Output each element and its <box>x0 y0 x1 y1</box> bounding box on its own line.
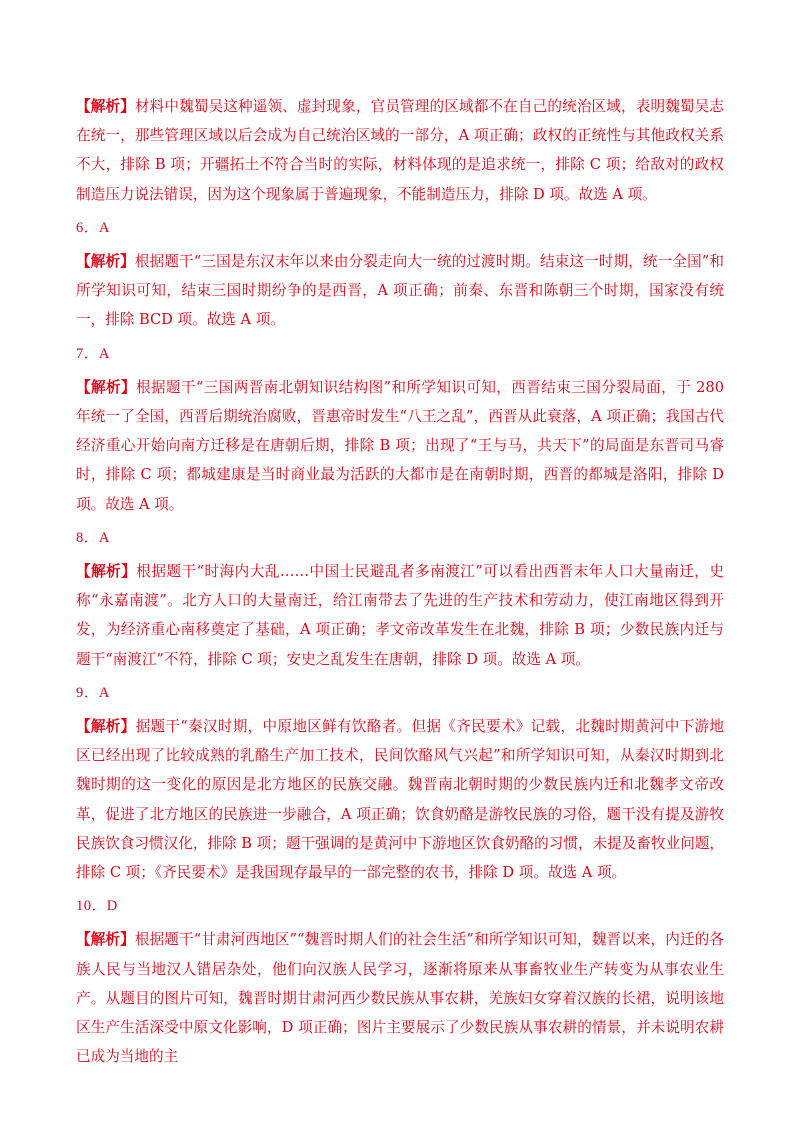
analysis-text: 根据题干“甘肃河西地区”“魏晋时期人们的社会生活”和所学知识可知，魏晋以来，内迁的各族人民与当地汉人错居杂处，他们向汉族人民学习，逐渐将原来从事畜牧业生产转变为从事农业生产。从题目的图片可知，魏晋时期甘肃河西少数民族从事农耕，羌族妇女穿着汉族的长裙，说明该地区生产生活深受中原文化影响，D 项正确；图片主要展示了少数民族从事农耕的情景，并未说明农耕已成为当地的主 <box>76 931 724 1066</box>
analysis-item-7 <box>76 373 724 519</box>
answer-label-9: 9．A <box>76 684 110 701</box>
analysis-text: 材料中魏蜀吴这种遥领、虚封现象，官员管理的区域都不在自己的统治区域，表明魏蜀吴志在统一，那些管理区域以后会成为自己统治区域的一部分，A 项正确；政权的正统性与其他政权关系不大，排除 B 项；开疆拓土不符合当时的实际，材料体现的是追求统一，排除 C 项；给敌对的政权制造压力说法错误，因为这个现象属于普遍现象，不能制造压力，排除 D 项。故选 A 项。 <box>76 98 724 203</box>
analysis-item-5 <box>76 92 724 209</box>
analysis-text: 根据题干“三国两晋南北朝知识结构图”和所学知识可知，西晋结束三国分裂局面，于 280 年统一了全国，西晋后期统治腐败，晋惠帝时发生“八王之乱”，西晋从此衰落，A 项正确；我国古代经济重心开始向南方迁移是在唐朝后期，排除 B 项；出现了“王与马，共天下”的局面是东晋司马睿时，排除 C 项；都城建康是当时商业最为活跃的大都市是在南朝时期，西晋的都城是洛阳，排除 D 项。故选 A 项。 <box>76 378 724 513</box>
answer-label-6: 6．A <box>76 219 110 236</box>
analysis-item-8 <box>76 557 724 674</box>
answer-label-7: 7．A <box>76 345 110 362</box>
analysis-tag: 【解析】 <box>76 718 136 736</box>
analysis-tag: 【解析】 <box>76 563 137 581</box>
analysis-item-9 <box>76 712 724 887</box>
answer-label-10: 10．D <box>76 898 118 915</box>
answer-content <box>76 92 724 1077</box>
analysis-tag: 【解析】 <box>76 378 136 396</box>
analysis-tag: 【解析】 <box>76 253 135 271</box>
analysis-text: 根据题干“三国是东汉末年以来由分裂走向大一统的过渡时期。结束这一时期，统一全国”和所学知识可知，结束三国时期纷争的是西晋，A 项正确；前秦、东晋和陈朝三个时期，国家没有统一，排除 BCD 项。故选 A 项。 <box>76 253 724 329</box>
analysis-text: 根据题干“时海内大乱……中国士民避乱者多南渡江”可以看出西晋末年人口大量南迁，史称“永嘉南渡”。北方人口的大量南迁，给江南带去了先进的生产技术和劳动力，使江南地区得到开发，为经济重心南移奠定了基础，A 项正确；孝文帝改革发生在北魏，排除 B 项；少数民族内迁与题干“南渡江”不符，排除 C 项；安史之乱发生在唐朝，排除 D 项。故选 A 项。 <box>76 563 724 668</box>
answer-label-8: 8．A <box>76 529 110 546</box>
analysis-item-6 <box>76 247 724 335</box>
analysis-tag: 【解析】 <box>76 931 135 949</box>
analysis-tag: 【解析】 <box>76 98 135 115</box>
analysis-text: 据题干“秦汉时期，中原地区鲜有饮酪者。但据《齐民要术》记载，北魏时期黄河中下游地区已经出现了比较成熟的乳酪生产加工技术，民间饮酪风气兴起”和所学知识可知，从秦汉时期到北魏时期的这一变化的原因是北方地区的民族交融。魏晋南北朝时期的少数民族内迁和北魏孝文帝改革，促进了北方地区的民族进一步融合，A 项正确；饮食奶酪是游牧民族的习俗，题干没有提及游牧民族饮食习惯汉化，排除 B 项；题干强调的是黄河中下游地区饮食奶酪的习惯，未提及畜牧业问题，排除 C 项；《齐民要术》是我国现存最早的一部完整的农书，排除 D 项。故选 A 项。 <box>76 718 724 882</box>
analysis-item-10 <box>76 925 724 1071</box>
